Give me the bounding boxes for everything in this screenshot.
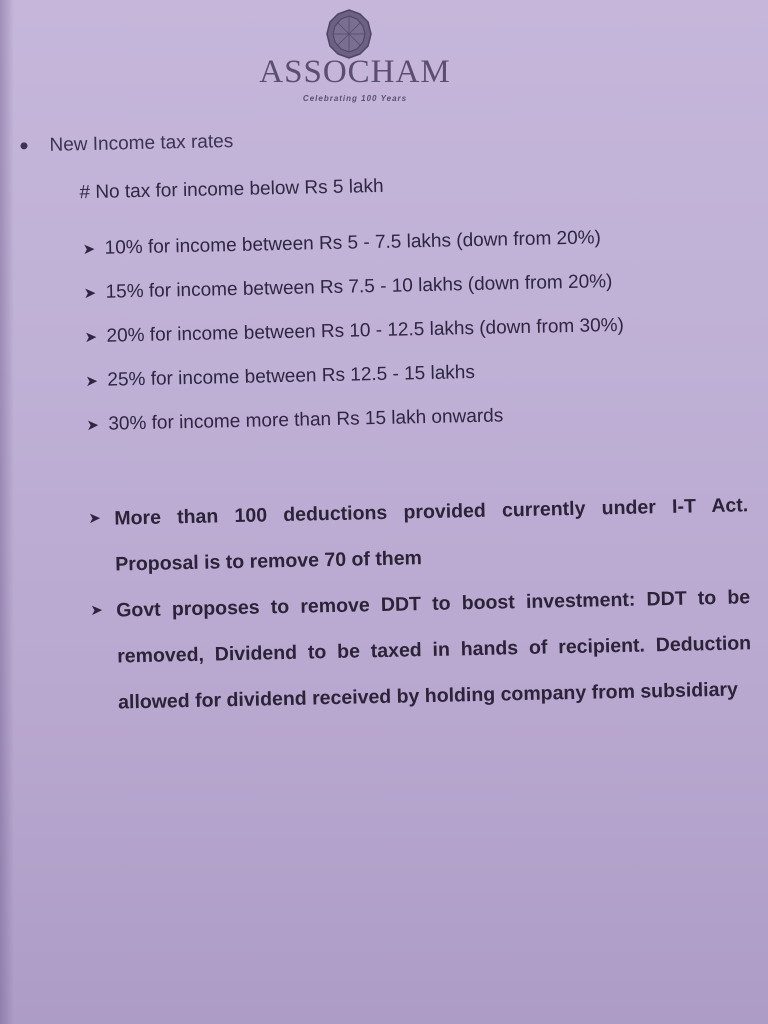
arrow-bullet-icon: ➤ (86, 416, 100, 435)
arrow-bullet-icon: ➤ (83, 284, 97, 303)
proposal-list (88, 482, 753, 726)
tax-rate-text: 30% for income more than Rs 15 lakh onwards (108, 405, 504, 435)
no-tax-note: # No tax for income below Rs 5 lakh (79, 175, 384, 204)
tax-rate-text: 15% for income between Rs 7.5 - 10 lakhs (down from 20%) (105, 271, 613, 303)
tax-rate-text: 10% for income between Rs 5 - 7.5 lakhs (down from 20%) (104, 227, 602, 259)
brand-tagline: Celebrating 100 Years (302, 94, 408, 103)
bullet-dot-icon (20, 143, 27, 150)
arrow-bullet-icon: ➤ (85, 372, 99, 391)
proposal-text: More than 100 deductions provided currently under I-T Act. Proposal is to remove 70 of them (114, 494, 749, 576)
tax-rate-text: 25% for income between Rs 12.5 - 15 lakhs (107, 361, 476, 391)
arrow-bullet-icon: ➤ (84, 328, 98, 347)
tax-rate-list (82, 227, 626, 458)
proposal-item (90, 574, 753, 726)
proposal-text: Govt proposes to remove DDT to boost investment: DDT to be removed, Dividend to be taxed in hands of recipient. Deduction allowed for dividend received by holding company from subsidiary (116, 586, 752, 714)
tax-rate-text: 20% for income between Rs 10 - 12.5 lakhs (down from 30%) (106, 314, 625, 347)
section-heading: New Income tax rates (49, 130, 234, 156)
proposal-item (88, 482, 750, 588)
arrow-bullet-icon: ➤ (82, 240, 96, 259)
arrow-bullet-icon: ➤ (88, 509, 102, 528)
section-heading-row (20, 131, 233, 157)
arrow-bullet-icon: ➤ (90, 601, 104, 620)
brand-name: ASSOCHAM (259, 54, 451, 90)
